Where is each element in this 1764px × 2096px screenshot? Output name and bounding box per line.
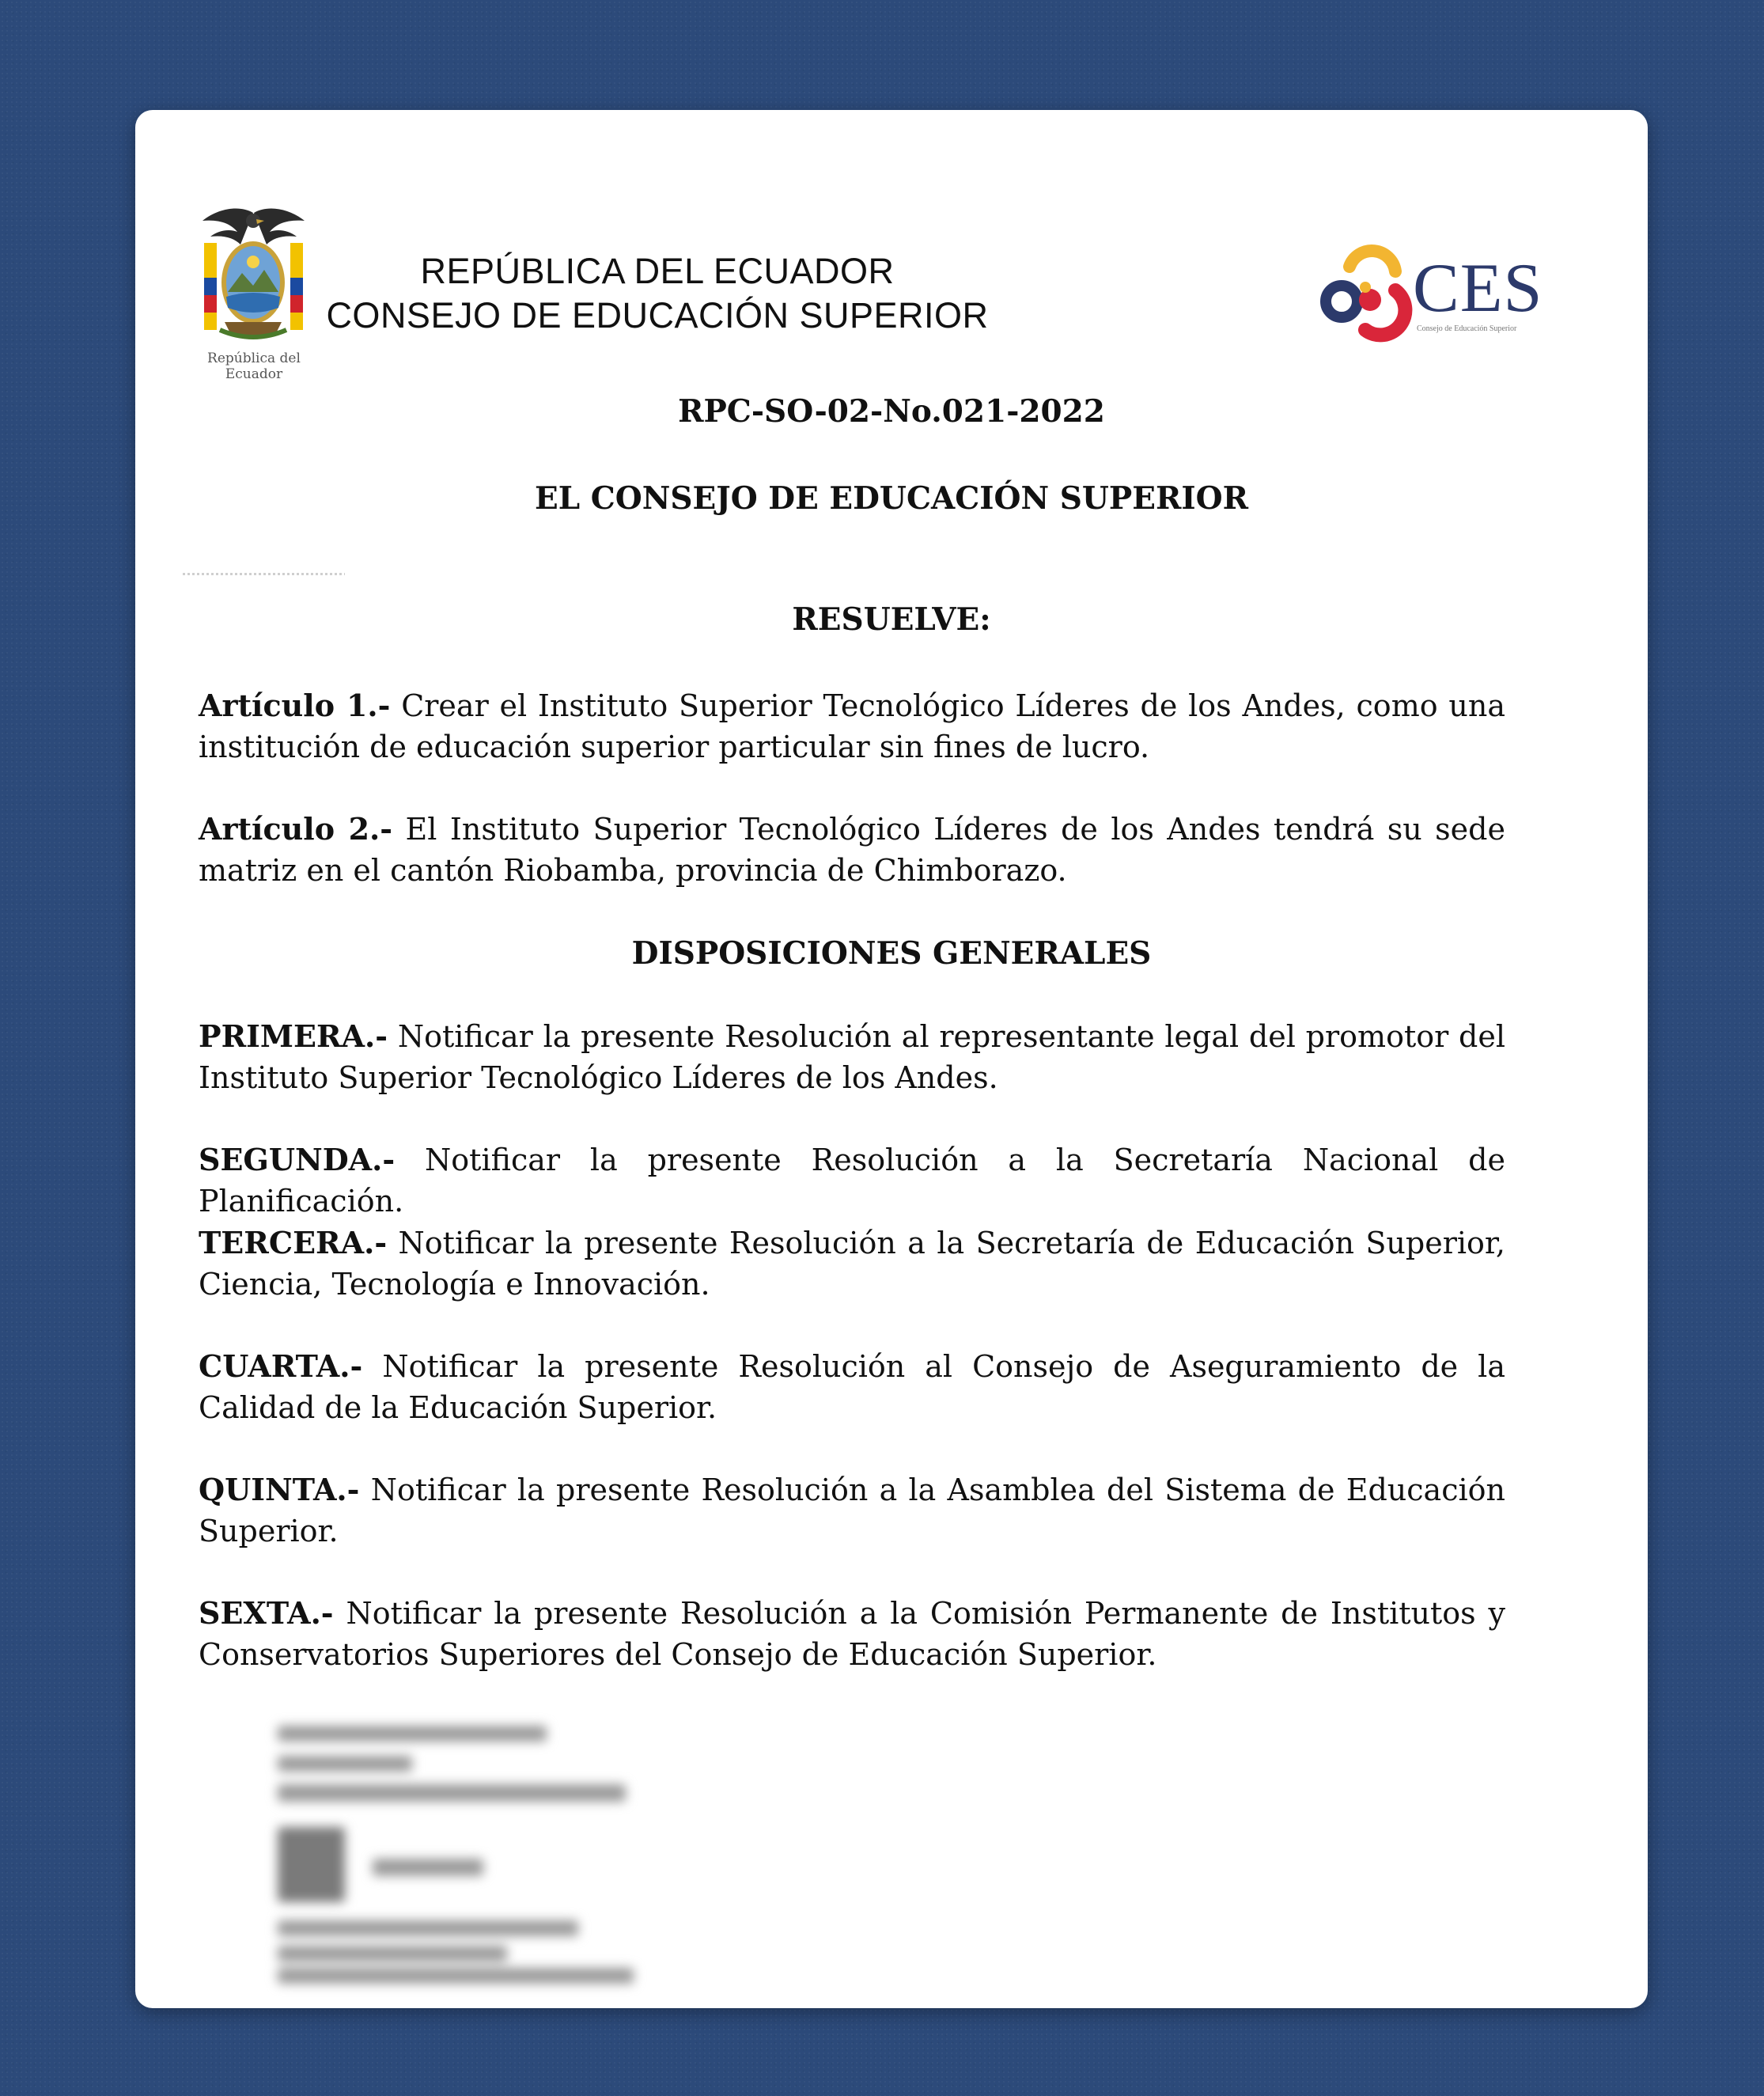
ces-logo-text: CES	[1413, 250, 1543, 327]
provision-text: Notificar la presente Resolución al representante legal del promotor del Instituto Superior Tecnológico Líderes de los Andes.	[199, 1019, 1505, 1095]
resolution-code: RPC-SO-02-No.021-2022	[678, 393, 1105, 430]
article-label: Artículo 2.-	[199, 811, 393, 847]
resolve-heading: RESUELVE:	[792, 601, 991, 638]
divider	[183, 573, 345, 575]
provision-tercera	[199, 1222, 1505, 1305]
provision-primera	[199, 1016, 1505, 1098]
provision-text: Notificar la presente Resolución al Consejo de Aseguramiento de la Calidad de la Educación Superior.	[199, 1349, 1505, 1425]
provision-quinta	[199, 1469, 1505, 1552]
provision-text: Notificar la presente Resolución a la Secretaría Nacional de Planificación.	[199, 1143, 1505, 1219]
article-text: Crear el Instituto Superior Tecnológico Líderes de los Andes, como una institución de educación superior particular sin fines de lucro.	[199, 688, 1505, 764]
header-titles	[40, 249, 1274, 338]
provision-text: Notificar la presente Resolución a la Secretaría de Educación Superior, Ciencia, Tecnología e Innovación.	[199, 1226, 1505, 1302]
redacted-signature-block	[270, 1708, 681, 1977]
provision-label: TERCERA.-	[199, 1225, 388, 1260]
provision-label: PRIMERA.-	[199, 1018, 388, 1054]
provision-label: SEGUNDA.-	[199, 1142, 396, 1177]
general-provisions-heading: DISPOSICIONES GENERALES	[631, 935, 1152, 972]
provision-segunda	[199, 1139, 1505, 1222]
issuer-heading: EL CONSEJO DE EDUCACIÓN SUPERIOR	[534, 480, 1248, 517]
ces-logo	[1318, 244, 1555, 347]
provision-label: QUINTA.-	[199, 1472, 360, 1507]
article-1	[199, 685, 1505, 768]
article-text: El Instituto Superior Tecnológico Líderes de los Andes tendrá su sede matriz en el cantón Riobamba, provincia de Chimborazo.	[199, 812, 1505, 888]
ces-logo-subtext: Consejo de Educación Superior	[1417, 324, 1517, 333]
header-line-republic: REPÚBLICA DEL ECUADOR	[420, 251, 895, 291]
provision-label: CUARTA.-	[199, 1348, 363, 1384]
provision-sexta	[199, 1593, 1505, 1675]
provision-label: SEXTA.-	[199, 1595, 334, 1631]
article-2	[199, 809, 1505, 891]
provision-text: Notificar la presente Resolución a la Comisión Permanente de Institutos y Conservatorios Superiores del Consejo de Educación Superior.	[199, 1596, 1505, 1672]
document-page	[135, 110, 1648, 2008]
provision-text: Notificar la presente Resolución a la Asamblea del Sistema de Educación Superior.	[199, 1473, 1505, 1548]
article-label: Artículo 1.-	[199, 688, 391, 723]
ces-circles-icon	[1318, 244, 1413, 347]
header-line-council: CONSEJO DE EDUCACIÓN SUPERIOR	[326, 295, 989, 335]
provision-cuarta	[199, 1346, 1505, 1428]
emblem-caption: República del Ecuador	[207, 351, 301, 382]
